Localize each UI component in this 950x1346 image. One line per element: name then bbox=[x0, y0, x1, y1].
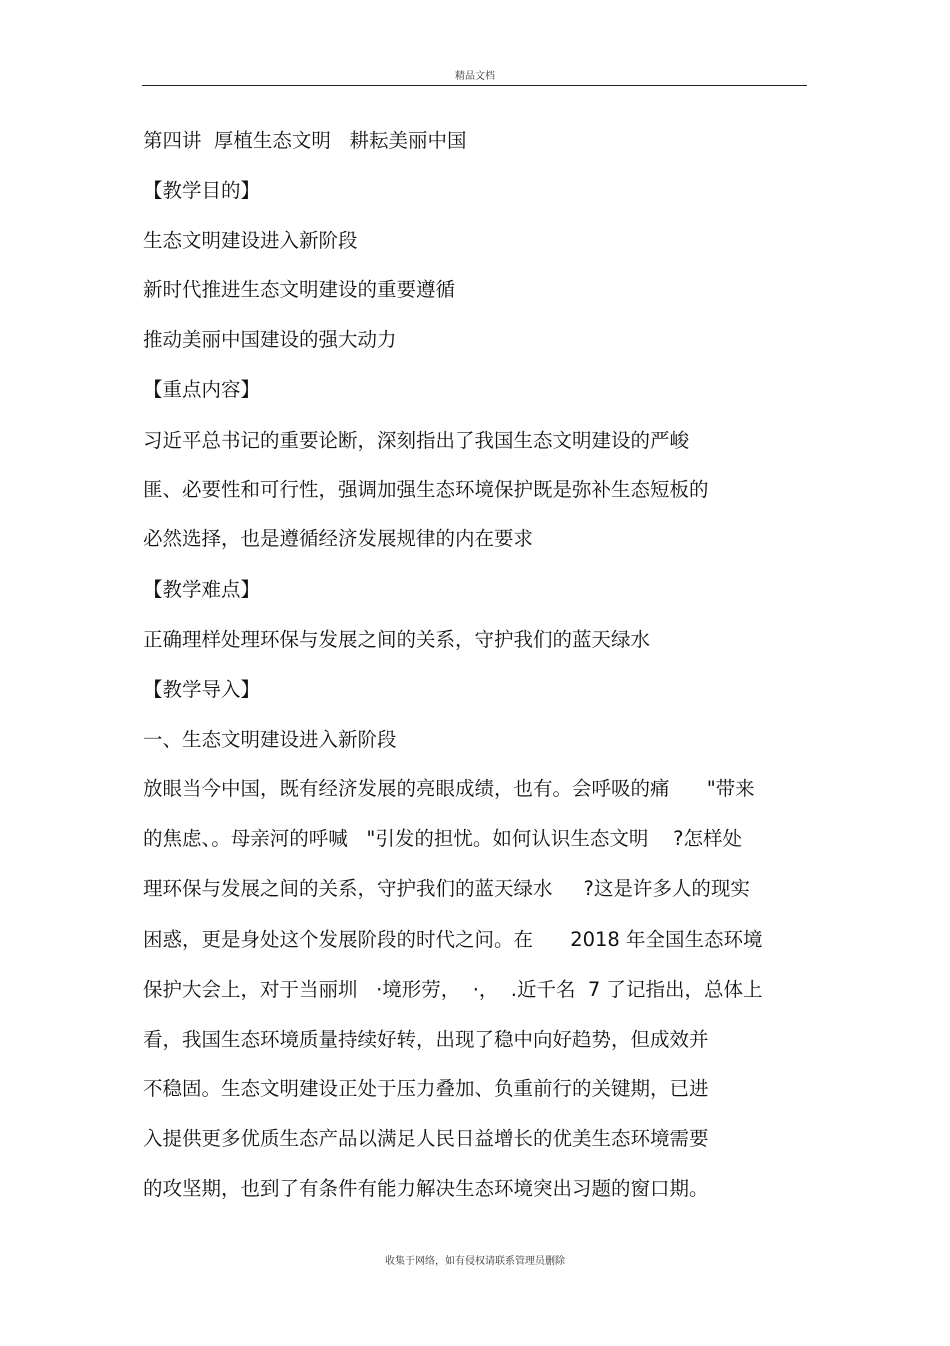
body-line: 生态文明建设进入新阶段 bbox=[143, 229, 358, 252]
body-line: 正确理样处理环保与发展之间的关系，守护我们的蓝天绿水 bbox=[143, 628, 651, 651]
subsection-heading: 一、生态文明建设进入新阶段 bbox=[143, 728, 397, 751]
body-line: 入提供更多优质生态产品以满足人民日益增长的优美生态环境需要 bbox=[143, 1127, 709, 1150]
lecture-title: 第四讲 厚植生态文明 耕耘美丽中国 bbox=[143, 129, 467, 152]
body-line: 匪、必要性和可行性，强调加强生态环境保护既是弥补生态短板的 bbox=[143, 478, 709, 501]
body-line: 的攻坚期，也到了有条件有能力解决生态环境突出习题的窗口期。 bbox=[143, 1177, 709, 1200]
body-line: 理环保与发展之间的关系，守护我们的蓝天绿水 ?这是许多人的现实 bbox=[143, 877, 750, 900]
section-heading: 【教学导入】 bbox=[143, 678, 261, 701]
body-line: 新时代推进生态文明建设的重要遵循 bbox=[143, 278, 456, 301]
header-divider bbox=[142, 85, 807, 86]
page-footer: 收集于网络，如有侵权请联系管理员删除 bbox=[385, 1256, 565, 1267]
section-heading: 【教学目的】 bbox=[143, 179, 261, 202]
body-line: 的焦虑、。母亲河的呼喊 "引发的担忧。如何认识生态文明 ?怎样处 bbox=[143, 827, 742, 850]
header-label: 精品文档 bbox=[455, 71, 495, 82]
body-line: 推动美丽中国建设的强大动力 bbox=[143, 328, 397, 351]
body-line: 保护大会上，对于当丽圳 ·境形劳， ·， .近千名 7 了记指出，总体上 bbox=[143, 978, 763, 1001]
body-line: 不稳固。生态文明建设正处于压力叠加、负重前行的关键期，已进 bbox=[143, 1077, 709, 1100]
body-line: 习近平总书记的重要论断，深刻指出了我国生态文明建设的严峻 bbox=[143, 429, 690, 452]
section-heading: 【教学难点】 bbox=[143, 578, 261, 601]
section-heading: 【重点内容】 bbox=[143, 378, 261, 401]
body-line: 必然选择，也是遵循经济发展规律的内在要求 bbox=[143, 527, 534, 550]
body-line: 放眼当今中国，既有经济发展的亮眼成绩，也有。会呼吸的痛 "带来 bbox=[143, 777, 755, 800]
body-line: 困惑，更是身处这个发展阶段的时代之问。在 2018 年全国生态环境 bbox=[143, 928, 763, 951]
body-line: 看，我国生态环境质量持续好转，出现了稳中向好趋势，但成效并 bbox=[143, 1028, 709, 1051]
